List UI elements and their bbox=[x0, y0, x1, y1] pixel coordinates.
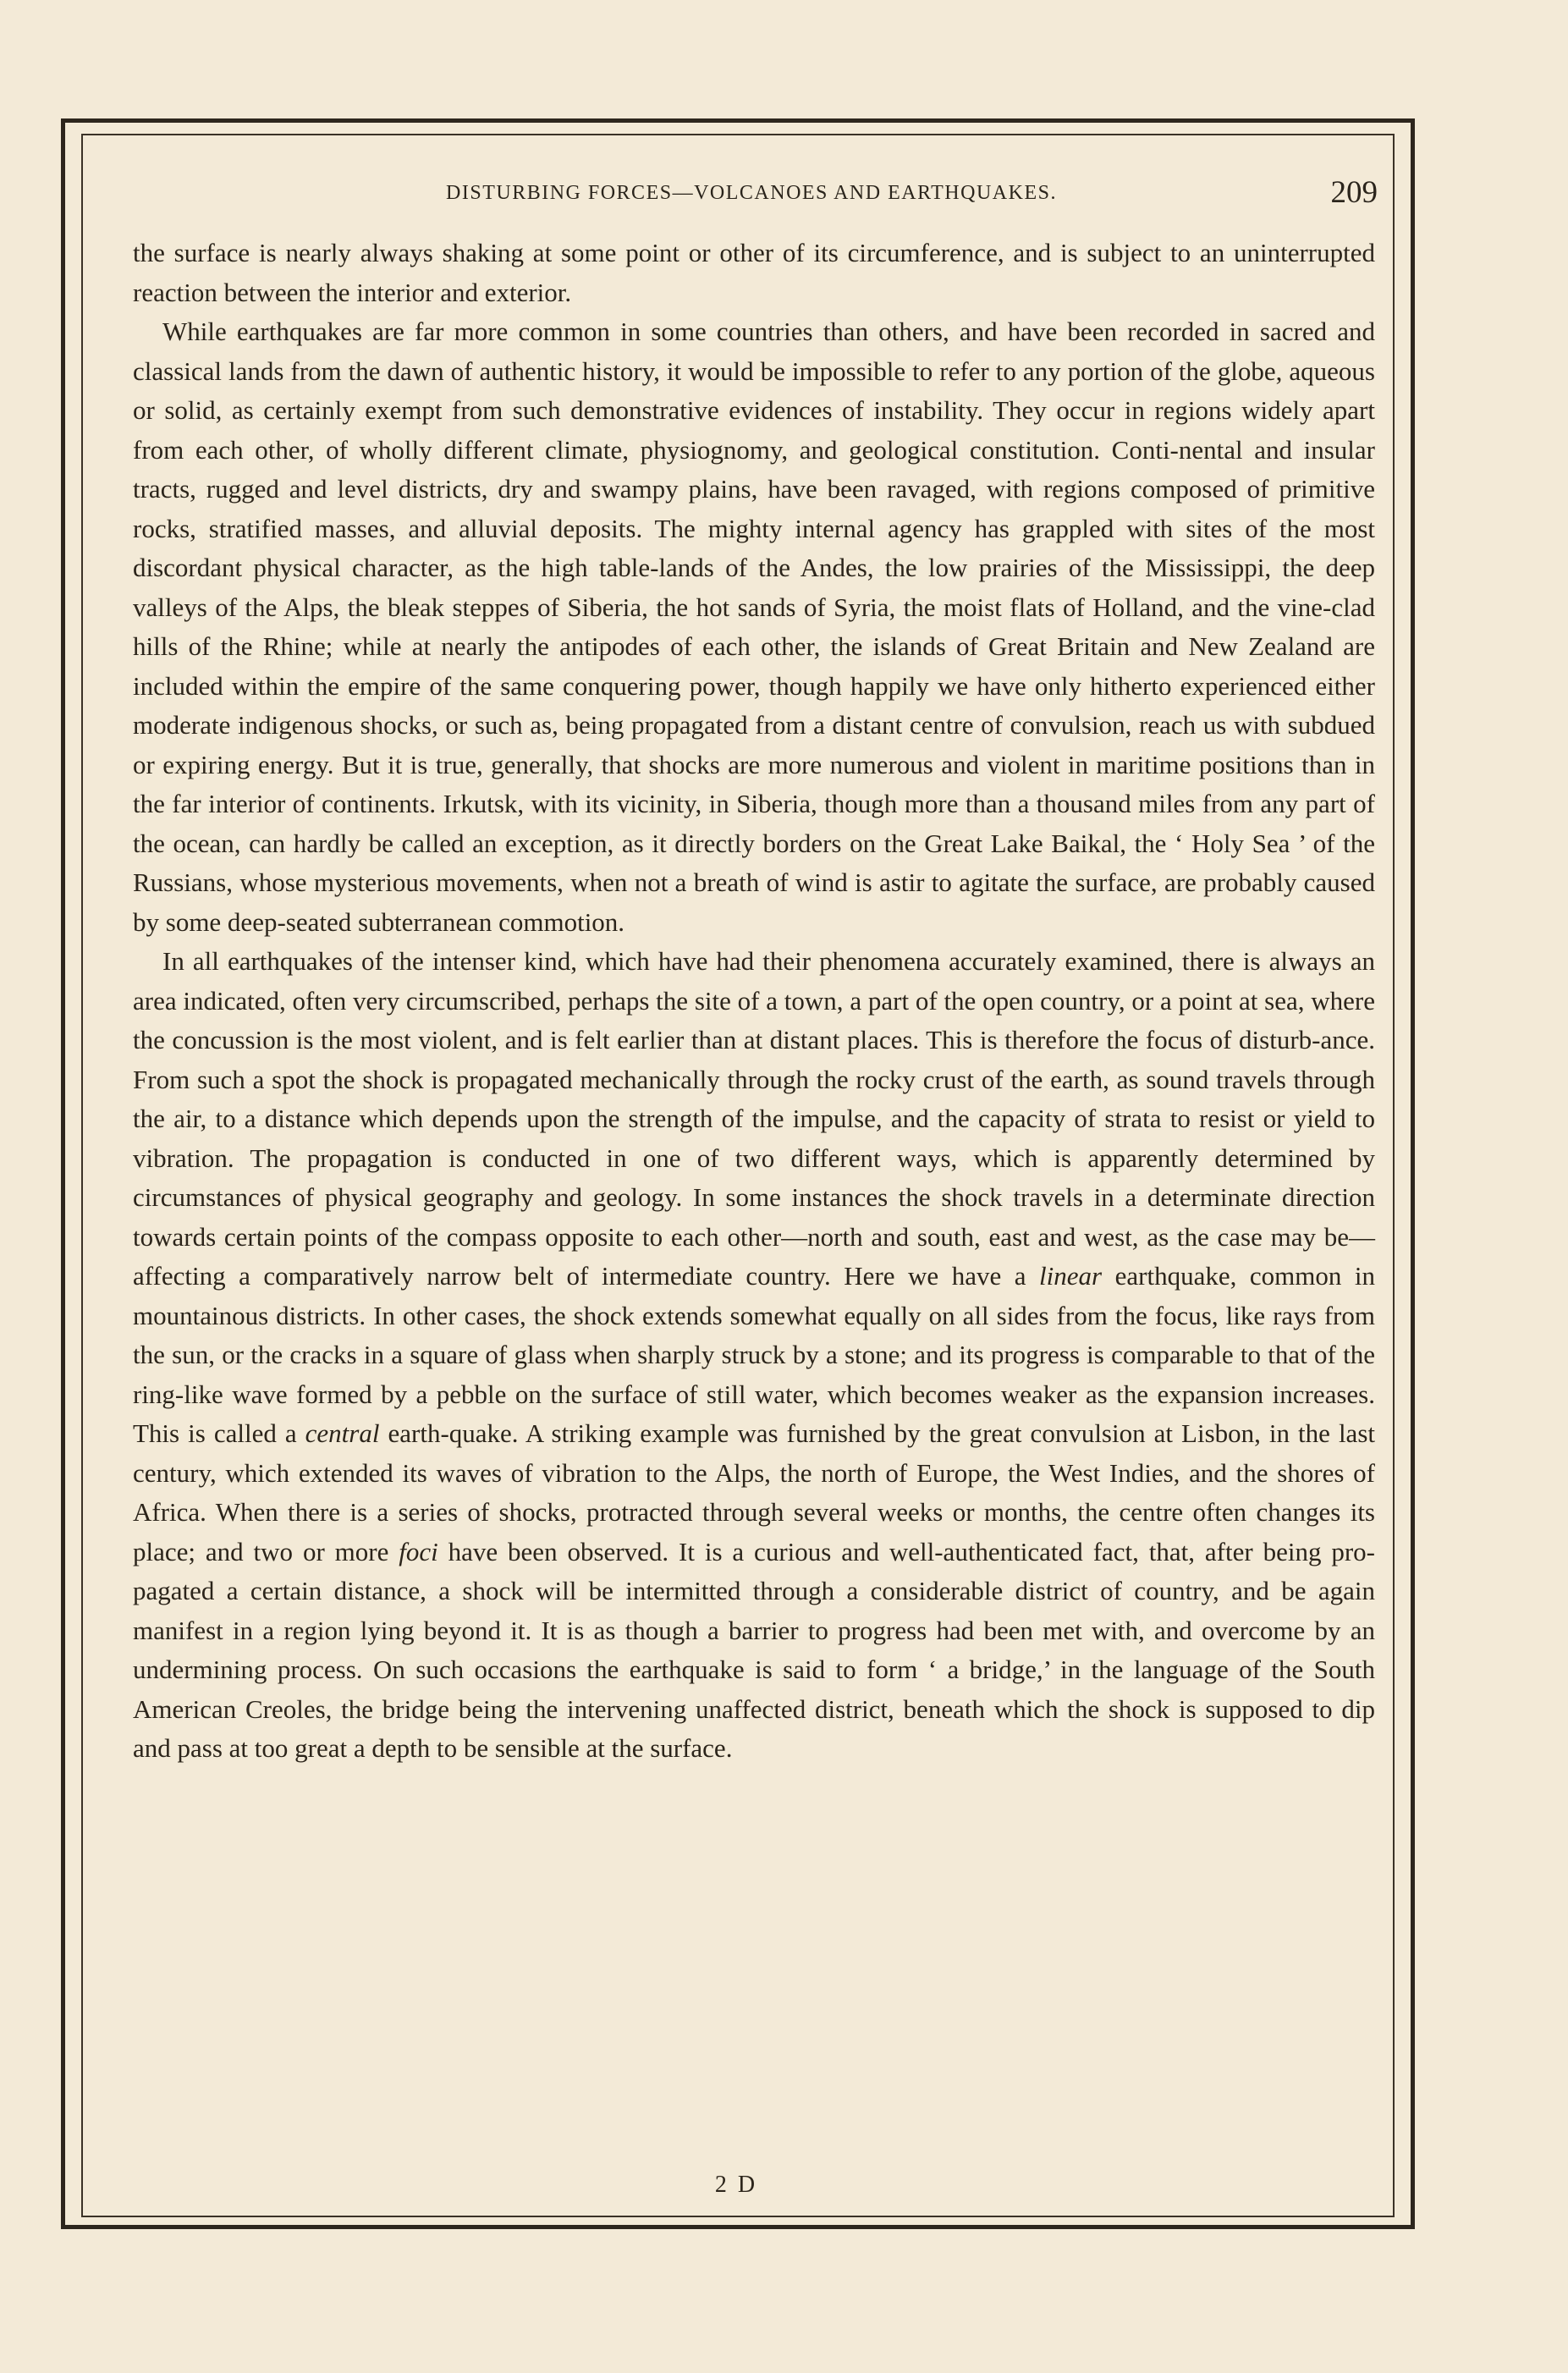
body-text bbox=[133, 234, 1375, 1769]
page-header bbox=[125, 169, 1378, 217]
paragraph bbox=[133, 312, 1375, 942]
paragraph bbox=[133, 234, 1375, 312]
paragraph-text: While earthquakes are far more common in some countries than others, and have been recorded in sacred and classical lands from the dawn of authentic history, it would be impossible to refer to any portion of the globe, aqueous or solid, as certainly exempt from such demonstrative evidences of instability. They occur in regions widely apart from each other, of wholly different climate, physiognomy, and geological constitution. Conti-nental and insular tracts, rugged and level districts, dry and swampy plains, have been ravaged, with regions composed of primitive rocks, stratified masses, and alluvial deposits. The mighty internal agency has grappled with sites of the most discordant physical character, as the high table-lands of the Andes, the low prairies of the Mississippi, the deep valleys of the Alps, the bleak steppes of Siberia, the hot sands of Syria, the moist flats of Holland, and the vine-clad hills of the Rhine; while at nearly the antipodes of each other, the islands of Great Britain and New Zealand are included within the empire of the same conquering power, though happily we have only hitherto experienced either moderate indigenous shocks, or such as, being propagated from a distant centre of convulsion, reach us with subdued or expiring energy. But it is true, generally, that shocks are more numerous and violent in maritime positions than in the far interior of continents. Irkutsk, with its vicinity, in Siberia, though more than a thousand miles from any part of the ocean, can hardly be called an exception, as it directly borders on the Great Lake Baikal, the ‘ Holy Sea ’ of the Russians, whose mysterious movements, when not a breath of wind is astir to agitate the surface, are probably caused by some deep-seated subterranean commotion. bbox=[133, 317, 1375, 937]
page-number: 209 bbox=[1330, 175, 1378, 210]
paragraph-text: earthquake, common in mountainous districts. In other cases, the shock extends somewhat equally on all sides from the focus, like rays from the sun, or the cracks in a square of glass when sharply struck by a stone; and its progress is comparable to that of the ring-like wave formed by a pebble on the surface of still water, which becomes weaker as the expansion increases. This is called a bbox=[133, 1261, 1375, 1448]
italic-term-linear: linear bbox=[1039, 1261, 1103, 1291]
italic-term-central: central bbox=[305, 1418, 380, 1448]
italic-term-foci: foci bbox=[399, 1536, 438, 1566]
paragraph bbox=[133, 942, 1375, 1769]
paragraph-text: earth-quake. A striking example was furnished by the great convulsion at Lisbon, in the last century, which extended its waves of vibration to the Alps, the north of Europe, the West Indies, and the shores of Africa. When there is a series of shocks, protracted through several weeks or months, the centre often changes its place; and two or more bbox=[133, 1418, 1375, 1566]
paragraph-text: In all earthquakes of the intenser kind, which have had their phenomena accurately examined, there is always an area indicated, often very circumscribed, perhaps the site of a town, a part of the open country, or a point at sea, where the concussion is the most violent, and is felt earlier than at distant places. This is therefore the focus of disturb-ance. From such a spot the shock is propagated mechanically through the rocky crust of the earth, as sound travels through the air, to a distance which depends upon the strength of the impulse, and the capacity of strata to resist or yield to vibration. The propagation is conducted in one of two different ways, which is apparently determined by circumstances of physical geography and geology. In some instances the shock travels in a determinate direction towards certain points of the compass opposite to each other—north and south, east and west, as the case may be—affecting a comparatively narrow belt of intermediate country. Here we have a bbox=[133, 946, 1375, 1291]
paragraph-text: the surface is nearly always shaking at some point or other of its circumference, and is subject to an uninterrupted reaction between the interior and exterior. bbox=[133, 238, 1375, 307]
signature-mark: 2 D bbox=[714, 2172, 758, 2198]
paragraph-text: have been observed. It is a curious and well-authenticated fact, that, after being pro-pagated a certain distance, a shock will be intermitted through a considerable district of country, and be again manifest in a region lying beyond it. It is as though a barrier to progress had been met with, and overcome by an undermining process. On such occasions the earthquake is said to form ‘ a bridge,’ in the language of the South American Creoles, the bridge being the intervening unaffected district, beneath which the shock is supposed to dip and pass at too great a depth to be sensible at the surface. bbox=[133, 1536, 1376, 1763]
running-head: DISTURBING FORCES—VOLCANOES AND EARTHQUAKES. bbox=[446, 181, 1057, 204]
